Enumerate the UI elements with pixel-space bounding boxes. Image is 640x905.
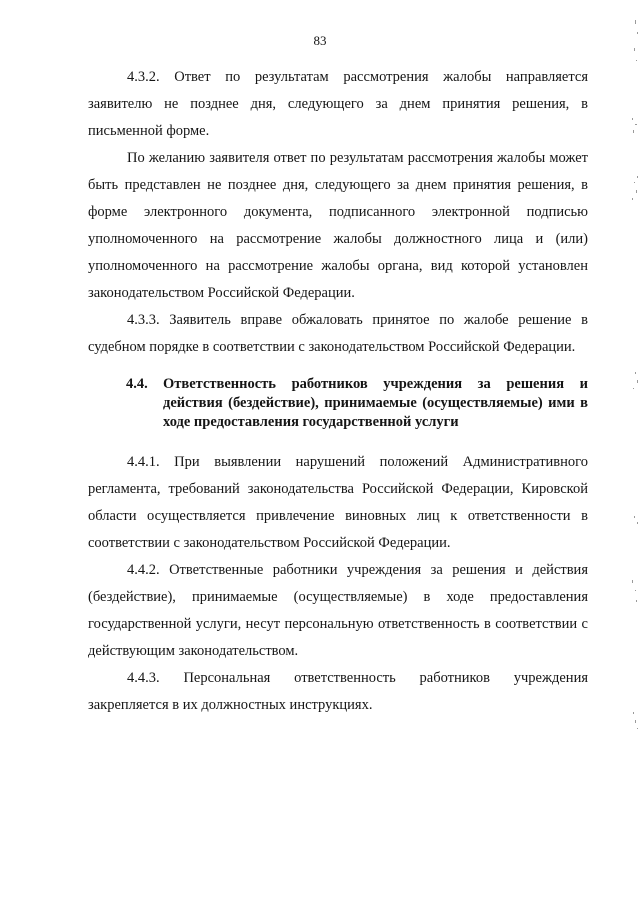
paragraph-4-4-3: 4.4.3. Персональная ответственность работников учреждения закрепляется в их должностных инструкциях. — [88, 670, 588, 713]
section-title: Ответственность работников учреждения за решения и действия (бездействие), принимаемые (осуществляемые) ими в ходе предоставления государственной услуги — [163, 376, 588, 430]
section-number: 4.4. — [126, 376, 148, 392]
document-body — [88, 64, 588, 719]
paragraph-4-4-2: 4.4.2. Ответственные работники учреждения за решения и действия (бездействие), принимаемые (осуществляемые) в ходе предоставления государственной услуги, несут персональную ответственность в соответствии с действующим законодательством. — [88, 562, 588, 659]
paragraph-electronic-response: По желанию заявителя ответ по результатам рассмотрения жалобы может быть представлен не позднее дня, следующего за днем принятия решения, в форме электронного документа, подписанного электронной подписью уполномоченного на рассмотрение жалобы должностного лица и (или) уполномоченного на рассмотрение жалобы органа, вид которой установлен законодательством Российской Федерации. — [88, 150, 588, 301]
paragraph-4-4-1: 4.4.1. При выявлении нарушений положений Административного регламента, требований законодательства Российской Федерации, Кировской области осуществляется привлечение виновных лиц к ответственности в соответствии с законодательством Российской Федерации. — [88, 454, 588, 551]
paragraph-4-3-3: 4.3.3. Заявитель вправе обжаловать принятое по жалобе решение в судебном порядке в соответствии с законодательством Российской Федерации. — [88, 312, 588, 355]
paragraph-4-3-2: 4.3.2. Ответ по результатам рассмотрения жалобы направляется заявителю не позднее дня, следующего за днем принятия решения, в письменной форме. — [88, 69, 588, 139]
scan-edge-artifact — [622, 0, 640, 905]
page-number: 83 — [313, 33, 327, 48]
section-heading — [88, 375, 588, 432]
